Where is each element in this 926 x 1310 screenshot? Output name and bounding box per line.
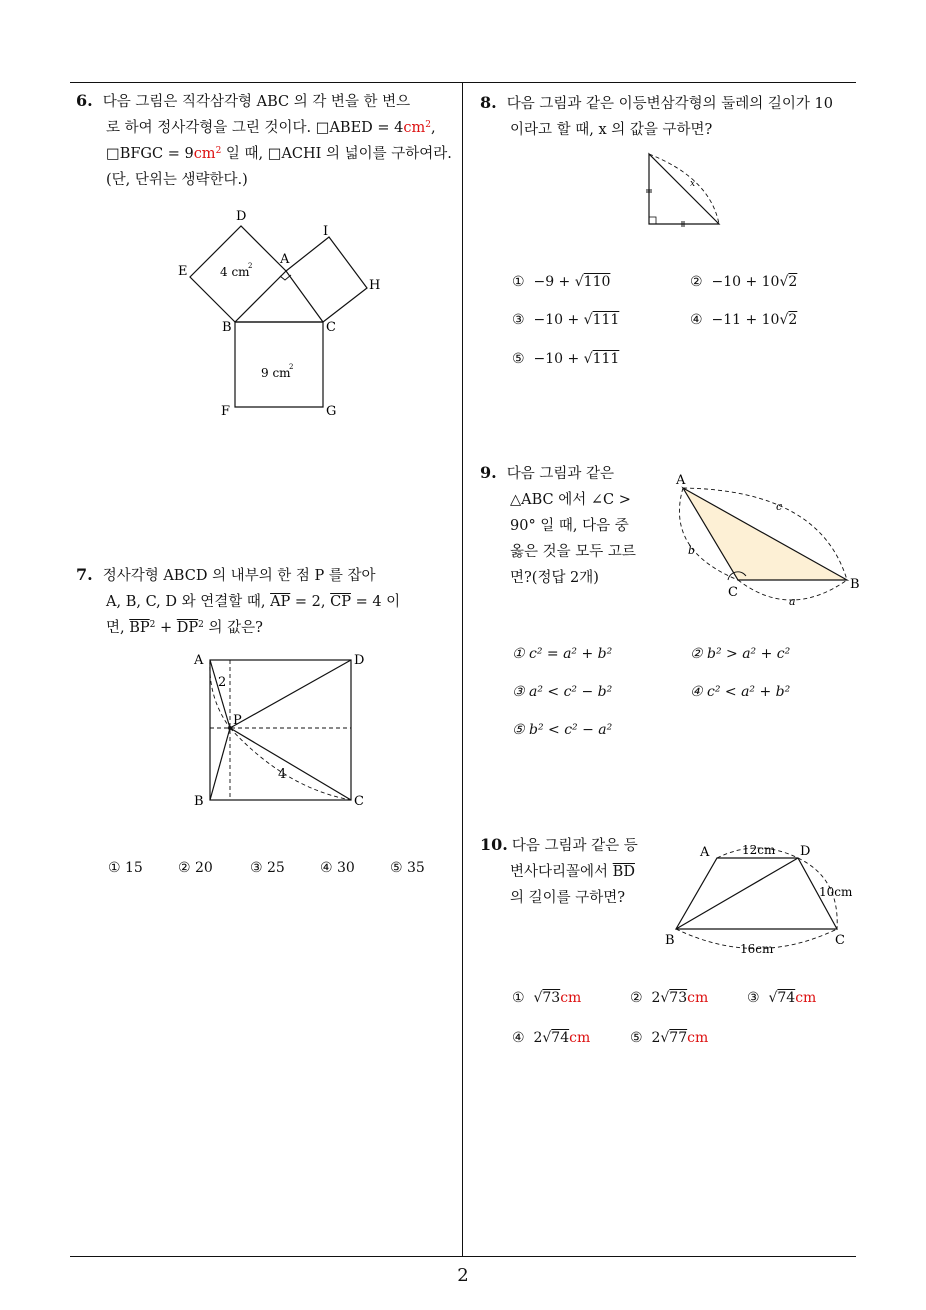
label-b: B	[665, 933, 675, 948]
square-achi	[286, 237, 367, 322]
choice-5[interactable]: ⑤ 2√77cm	[630, 1030, 709, 1046]
side-a: a	[789, 595, 796, 608]
side-c: c	[776, 500, 783, 513]
question-number: 9.	[480, 463, 497, 482]
label-b: B	[194, 794, 204, 809]
question-9: 9. 다음 그림과 같은 △ABC 에서 ∠C > 90° 일 때, 다음 중 옳은 것을 모두 고르 면?(정답 2개)	[480, 463, 636, 586]
choice-3[interactable]: ③ a² < c² − b²	[512, 684, 613, 700]
choice-2[interactable]: ② −10 + 10√2	[690, 274, 798, 290]
label-i: I	[323, 224, 329, 239]
side-b: b	[688, 544, 696, 557]
length-ad: 12cm	[742, 843, 776, 857]
question-number: 7.	[76, 565, 93, 584]
label-p: P	[233, 713, 242, 728]
choice-4[interactable]: ④ −11 + 10√2	[690, 312, 798, 328]
choice-3[interactable]: ③ √74cm	[747, 990, 817, 1006]
area-label-4: 4 cm	[220, 265, 250, 279]
label-ap-length: 2	[218, 675, 227, 690]
question-7: 7. 정사각형 ABCD 의 내부의 한 점 P 를 잡아 A, B, C, D 와 연결할 때, $\overline{AP} = 2$, $\overline{CP} = 4$ 이 면, $\overline{BP}^2 + \overline{DP}^2$ 의 값은?	[76, 565, 401, 636]
choice-2[interactable]: ② 20	[178, 860, 213, 876]
label-a: A	[194, 653, 204, 668]
label-h: H	[369, 278, 381, 293]
q7-figure	[190, 648, 380, 813]
choice-5[interactable]: ⑤ 35	[390, 860, 425, 876]
area-label-9: 9 cm	[261, 366, 291, 380]
choice-2[interactable]: ② b² > a² + c²	[690, 646, 791, 662]
square-bfgc	[235, 322, 323, 407]
label-f: F	[221, 404, 231, 419]
choice-4[interactable]: ④ 30	[320, 860, 355, 876]
choice-2[interactable]: ② 2√73cm	[630, 990, 709, 1006]
choice-3[interactable]: ③ 25	[250, 860, 285, 876]
question-number: 6.	[76, 91, 93, 110]
length-bc: 16cm	[740, 942, 774, 956]
choice-3[interactable]: ③ −10 + √111	[512, 312, 620, 328]
q6-figure	[170, 205, 400, 425]
label-c: C	[354, 794, 364, 809]
q10-figure	[660, 838, 860, 963]
label-g: G	[326, 404, 337, 419]
choice-5[interactable]: ⑤ b² < c² − a²	[512, 722, 613, 738]
column-divider	[462, 82, 463, 1256]
label-cp-length: 4	[278, 767, 287, 782]
label-e: E	[178, 264, 188, 279]
length-dc: 10cm	[819, 885, 853, 899]
question-number: 10.	[480, 835, 508, 854]
choice-1[interactable]: ① √73cm	[512, 990, 582, 1006]
choice-1[interactable]: ① 15	[108, 860, 143, 876]
choice-4[interactable]: ④ c² < a² + b²	[690, 684, 791, 700]
question-8: 8. 다음 그림과 같은 이등변삼각형의 둘레의 길이가 10 이라고 할 때, x 의 값을 구하면?	[480, 93, 833, 138]
label-a: A	[676, 473, 686, 488]
label-b: B	[850, 577, 860, 592]
choice-1[interactable]: ① −9 + √110	[512, 274, 611, 290]
choice-5[interactable]: ⑤ −10 + √111	[512, 351, 620, 367]
svg-text:2: 2	[289, 363, 294, 371]
label-c: C	[728, 585, 738, 600]
label-x: x	[690, 179, 696, 189]
bottom-rule	[70, 1256, 856, 1257]
q8-figure	[640, 148, 730, 230]
label-b: B	[222, 320, 232, 335]
choice-4[interactable]: ④ 2√74cm	[512, 1030, 591, 1046]
q9-figure	[670, 470, 870, 615]
label-a: A	[700, 845, 710, 860]
label-c: C	[835, 933, 845, 948]
top-rule	[70, 82, 856, 83]
label-d: D	[354, 653, 365, 668]
page-number: 2	[457, 1265, 469, 1286]
svg-text:2: 2	[248, 262, 253, 270]
label-a: A	[280, 252, 290, 267]
question-number: 8.	[480, 93, 497, 112]
choice-1[interactable]: ① c² = a² + b²	[512, 646, 613, 662]
label-d: D	[236, 209, 247, 224]
label-d: D	[800, 844, 811, 859]
question-6: 6. 다음 그림은 직각삼각형 ABC 의 각 변을 한 변으 로 하여 정사각형을 그린 것이다. □ABED = $4cm^2$, □BFGC = $9cm^2$ 일 때, □ACHI 의 넓이를 구하여라. (단, 단위는 생략한다.)	[76, 91, 452, 188]
question-10: 10. 다음 그림과 같은 등 변사다리꼴에서 $\overline{BD}$ 의 길이를 구하면?	[480, 835, 638, 906]
label-c: C	[326, 320, 336, 335]
